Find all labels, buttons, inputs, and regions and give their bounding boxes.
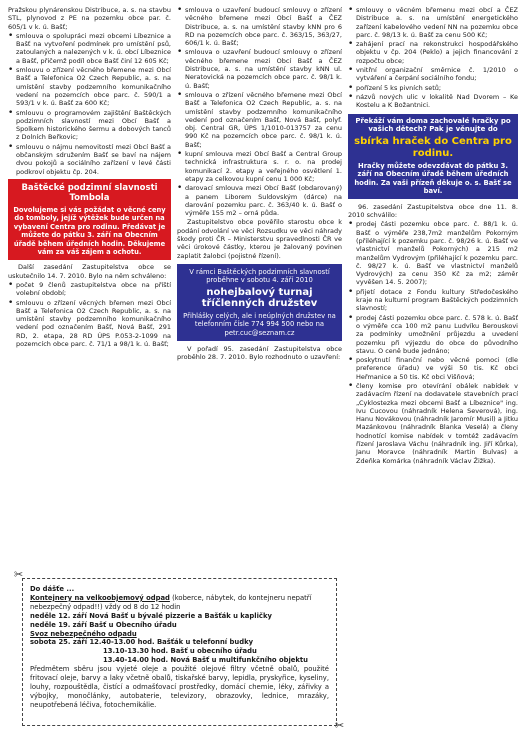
column-2	[177, 6, 342, 576]
list-item: • pořízení 5 ks pivních setů;	[348, 84, 518, 92]
list-item: • smlouva o uzavření budoucí smlouvy o zřízení věcného břemene mezi Obcí Bašť a ČEZ Distribuce, a. s. na umístění stavby kNN ul. Neratovická na pozemcích obce parc. č. 98/1 k. ú. Bašť;	[177, 48, 342, 89]
paragraph: Pražskou plynárenskou Distribuce, a. s. na stavbu STL, plynovod z PE na pozemku obce par. č. 605/1 v k. ú. Bašť;	[8, 6, 171, 31]
list-item: • členy komise pro otevírání obálek nabídek v zadávacím řízení na dodavatele stavebních prací „Cyklostezka mezi obcemi Bašť a Líbeznice" ing. Ivu Cucovou (náhradník Helena Severová), ing. Hanu Novákovou (náhradník Jaromír Musil) a Jitku Mazánkovou (náhradník Blanka Veselá) a členy hodnotící komise nabídek v tomtéž zadávacím řízení Jaroslava Váchu (náhradník ing. Jiří Kůrka), Janu Moravce (náhradník Martin Bulvas) a Zdeňka Komárka (náhradník Václav Žižka).	[348, 382, 518, 465]
tournament-intro: V rámci Baštěckých podzimních slavností proběhne v sobotu 4. září 2010	[189, 267, 330, 285]
scissors-icon: ✂	[14, 568, 24, 581]
notice-line: 13.10-13.30 hod. Bašť u obecního úřadu	[103, 647, 257, 656]
list-item: • smlouvu o programovém zajištění Baštěckých podzimních slavností mezi Obcí Bašť a Spolkem historického šermu a dobových tanců z Dolních Beřkovic;	[8, 109, 171, 142]
bullet-list	[348, 220, 518, 465]
list-item: • prodej části pozemku obce parc. č. 578 k. ú. Bašť o výměře cca 100 m2 panu Ludvíku Berouskovi za podmínky umožnění průjezdu a uvedení pozemku při výjezdu do obce do původního stavu. O ceně bude jednáno;	[348, 314, 518, 355]
tournament-title: nohejbalový turnaj tříčlenných družstev	[201, 286, 318, 310]
list-item: • prodej části pozemku obce parc. č. 88/1 k. ú. Bašť o výměře 238,7m2 manželům Pokorným (přiléhající k pozemku parc. č. 98/26 k. ú. Bašť ve vlastnictví manželů Pokorných) a 215 m2 manželům Vydrovým (přiléhající k pozemku parc. č. 98/27 k. ú. Bašť ve vlastnictví manželů Vydrových) za cenu 350 Kč za m2; záměr vyvěšen 14. 5. 2007);	[348, 220, 518, 286]
notice-line: neděle 12. září Nová Bašť u bývalé pizzerie a Bašťák u kapličky	[30, 611, 272, 620]
list-item: • smlouvy o věcném břemenu mezi obcí a ČEZ Distribuce a. s. na umístění energetického zařízení kabelového vedení NN na pozemku obce parc. č. 98/13 k. ú. Bašť za cenu 500 Kč;	[348, 6, 518, 39]
toy-collection-notice	[348, 114, 518, 199]
list-item: • smlouva o zřízení věcného břemene mezi Obcí Bašť a Telefonica O2 Czech Republic, a. s. na umístění stavby podzemního komunikačního vedení pod označením Bašť, Nová Bašť, polyf. obj. Central GR, ÚPS 1/1010-013757 za cenu 990 Kč na pozemcích obce parc. č. 98/1 k. ú. Bašť;	[177, 91, 342, 149]
tournament-contact: Přihlášky celých, ale i neúplných družstev na telefonním čísle 774 994 500 nebo na petr.cuc@seznam.cz	[183, 311, 336, 337]
list-item: • názvů nových ulic v lokalitě Nad Dvorem – Ke Kostelu a K Božantnici.	[348, 93, 518, 110]
hazardous-waste-title: Svoz nebezpečného odpadu	[30, 629, 137, 638]
tombola-title: Baštěcké podzimní slavnosti Tombola	[21, 182, 158, 203]
bullet-list	[8, 281, 171, 348]
toy-text: Hračky můžete odevzdávat do pátku 3. září na Obecním úřadě během úředních hodin. Za vaši přízeň děkuje o. s. Bašť se baví.	[354, 161, 512, 196]
column-3	[348, 6, 518, 576]
waste-collection-notice	[22, 578, 337, 726]
notice-line	[30, 594, 329, 612]
tombola-text: Dovolujeme si vás požádat o věcné ceny do tomboly, jejíž výtěžek bude určen na vybavení Centra pro rodinu. Předávat je můžete do pátku 3. září na Obecním úřadě během úředních hodin. Děkujeme vám za váš zájem a ochotu.	[13, 205, 166, 256]
paragraph: V pořadí 95. zasedání Zastupitelstva obce proběhlo 28. 7. 2010. Bylo rozhodnuto o uzavření:	[177, 344, 342, 362]
list-item: • smlouvu o zřízení věcných břemen mezi Obcí Bašť a Telefonica O2 Czech Republic, a. s. na umístění stavby podzemního komunikačního vedení pod označením Bašť, Nová Bašť, 291 RD, 2. etapa, 28 RD ÚPS P.053-2-1099 na pozemcích obce parc. č. 71/1 a 98/1 k. ú. Bašť;	[8, 299, 171, 349]
list-item: • darovací smlouva mezi Obcí Bašť (obdarovaný) a panem Liborem Suldovským (dárce) na darování pozemku parc. č. 363/40 k. ú. Bašť o výměře 155 m2 – orná půda.	[177, 184, 342, 217]
toy-title: sbírka hraček do Centra pro rodinu.	[354, 135, 512, 159]
notice-line: sobota 25. září 12.40-13.00 hod. Bašťák u telefonní budky	[30, 638, 254, 647]
list-item: • poskytnutí finanční nebo věcné pomoci (dle preference úřadu) ve výši 50 tis. Kč obci Heřmanice a 50 tis. Kč obci Višňová;	[348, 356, 518, 381]
bulky-waste-text: (koberce, nábytek, do kontejneru nepatří nebezpečný odpad!!) vždy od 8 do 12 hodin	[30, 593, 312, 611]
list-item: • zahájení prací na rekonstrukci hospodářského objektu v čp. 204 (Peklo) a jejich financování z rozpočtu obce;	[348, 40, 518, 65]
tombola-notice	[8, 179, 171, 260]
paragraph: 96. zasedání Zastupitelstva obce dne 11. 8. 2010 schválilo:	[348, 202, 518, 220]
list-item: • vnitřní organizační směrnice č. 1/2010 o vytváření a čerpání sociálního fondu;	[348, 66, 518, 83]
list-item: • smlouva o uzavření budoucí smlouvy o zřízení věcného břemene mezi Obcí Bašť a ČEZ Distribuce, a. s. na umístění stavby kNN pro 6 RD na pozemcích obce parc. č. 363/15, 363/27, 606/1 k. ú. Bašť;	[177, 6, 342, 47]
bullet-list	[348, 6, 518, 110]
list-item: • přijetí dotace z Fondu kultury Středočeského kraje na kulturní program Baštěckých podzimních slavností;	[348, 288, 518, 313]
column-1	[8, 6, 171, 576]
list-item: • kupní smlouva mezi Obcí Bašť a Central Group technická infrastruktura s. r. o. na prodej komunikací 2. etapy a veřejného osvětlení 1. etapy za celkovou kupní cenu 1 000 Kč;	[177, 150, 342, 183]
scissors-icon: ✂	[335, 719, 345, 732]
notice-line: 13.40-14.00 hod. Nová Bašť u multifunkčního objektu	[103, 656, 309, 665]
volleyball-tournament-notice	[177, 264, 342, 341]
bullet-list	[8, 32, 171, 176]
list-item: • počet 9 členů zastupitelstva obce na příští volební období;	[8, 281, 171, 298]
list-item: • smlouvu o nájmu nemovitostí mezi Obcí Bašť a občanským sdružením Bašť se baví na nájem dvou pokojů a sociálního zařízení v levé části podkroví objektu čp. 204.	[8, 143, 171, 176]
bulky-waste-title: Kontejnery na velkoobjemový odpad	[30, 593, 170, 602]
paragraph: Zastupitelstvo obce pověřilo starostu obce k podání odvolání ve věci Rozsudku ve věci náhrady škody proti ČR – Ministerstvu spravedlnosti ČR ve věci úrokové částky, kterou je žalovaný povinen zaplatit žalobci (pojistné řízení).	[177, 218, 342, 260]
paragraph: Další zasedání Zastupitelstva obce se uskutečnilo 14. 7. 2010. Bylo na něm schváleno:	[8, 263, 171, 280]
notice-heading: Do dášťe ...	[30, 585, 75, 593]
toy-question: Překáží vám doma zachovalé hračky po vašich dětech? Pak je věnujte do	[355, 116, 511, 134]
list-item: • smlouva o spolupráci mezi obcemi Líbeznice a Bašť na vytvoření podmínek pro umístění psů, zatoulaných a nalezených v k. ú. obcí Líbeznice a Bašť, přičemž podíl obce Bašť činí 12 605 Kč;	[8, 32, 171, 65]
notice-text: Předmětem sběru jsou vyjeté oleje a použité olejové filtry včetně obalů, použité fritovací oleje, barvy a laky včetně obalů, tiskařské barvy, lepidla, pryskyřice, kyseliny, louhy, rozpouštědla, čistící a odmašťovací prostředky, domácí chemie, léky, zářivky a výbojky, monočlánky, autobaterie, televizory, obrazovky, lednice, mrazáky, neupotřebená léčiva, fotochemikálie.	[30, 665, 329, 709]
notice-line: neděle 19. září Bašť u Obecního úřadu	[30, 620, 177, 629]
bullet-list	[177, 6, 342, 217]
list-item: • smlouvu o zřízení věcného břemene mezi Obcí Bašť a Telefonica O2 Czech Republic, a. s. na umístění stavby podzemního komunikačního vedení na pozemcích obce parc. č. 590/1 a 593/1 v k. ú. Bašť za 600 Kč;	[8, 66, 171, 107]
